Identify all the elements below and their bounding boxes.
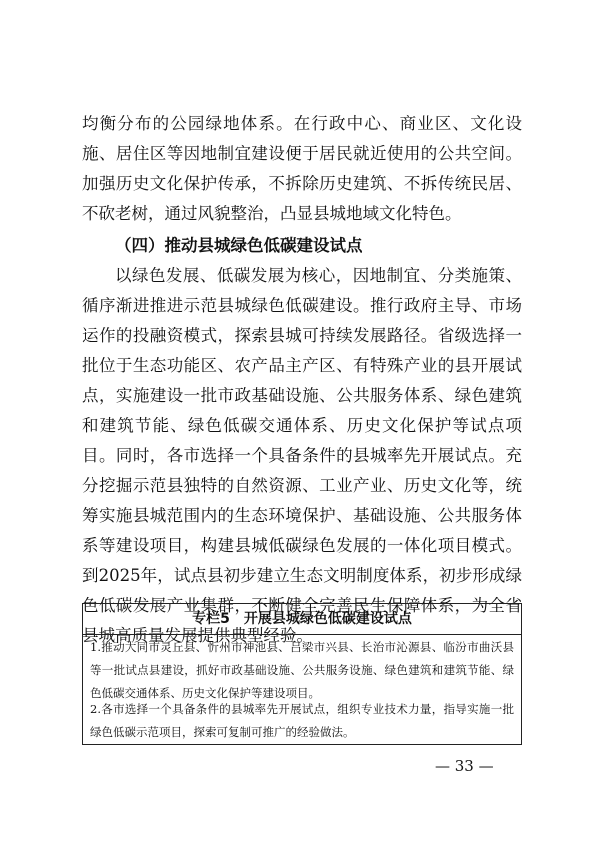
body-paragraph: 以绿色发展、低碳发展为核心，因地制宜、分类施策、循序渐进推进示范县城绿色低碳建设。推行政府主导、市场运作的投融资模式，探索县城可持续发展路径。省级选择一批位于生态功能区、农产品主产区、有特殊产业的县开展试点，实施建设一批市政基础设施、公共服务体系、绿色建筑和建筑节能、绿色低碳交通体系、历史文化保护等试点项目。同时，各市选择一个具备条件的县城率先开展试点。充分挖掘示范县独特的自然资源、工业产业、历史文化等，统筹实施县城范围内的生态环境保护、基础设施、公共服务体系等建设项目，构建县城低碳绿色发展的一体化项目模式。到2025年，试点县初步建立生态文明制度体系，初步形成绿色低碳发展产业集群，不断健全完善民生保障体系，为全省县城高质量发展提供典型经验。 — [82, 266, 522, 645]
feature-box-divider — [83, 634, 521, 635]
page-number: — 33 — — [435, 757, 494, 775]
body-paragraph-continued: 均衡分布的公园绿地体系。在行政中心、商业区、文化设施、居住区等因地制宜建设便于居民就近使用的公共空间。加强历史文化保护传承，不拆除历史建筑、不拆传统民居、不砍老树，通过风貌整治，凸显县城地域文化特色。 — [82, 114, 522, 223]
feature-box-item: 1.推动大同市灵丘县、忻州市神池县、吕梁市兴县、长治市沁源县、临汾市曲沃县等一批试点县建设，抓好市政基础设施、公共服务设施、绿色建筑和建筑节能、绿色低碳交通体系、历史文化保护等建设项目。 — [90, 640, 514, 700]
section-heading: （四）推动县城绿色低碳建设试点 — [115, 236, 363, 255]
feature-box-title: 专栏5 开展县城绿色低碳建设试点 — [192, 611, 412, 627]
feature-box-item: 2.各市选择一个具备条件的县城率先开展试点，组织专业技术力量，指导实施一批绿色低碳示范项目，探索可复制可推广的经验做法。 — [90, 702, 514, 739]
feature-box — [82, 603, 522, 745]
